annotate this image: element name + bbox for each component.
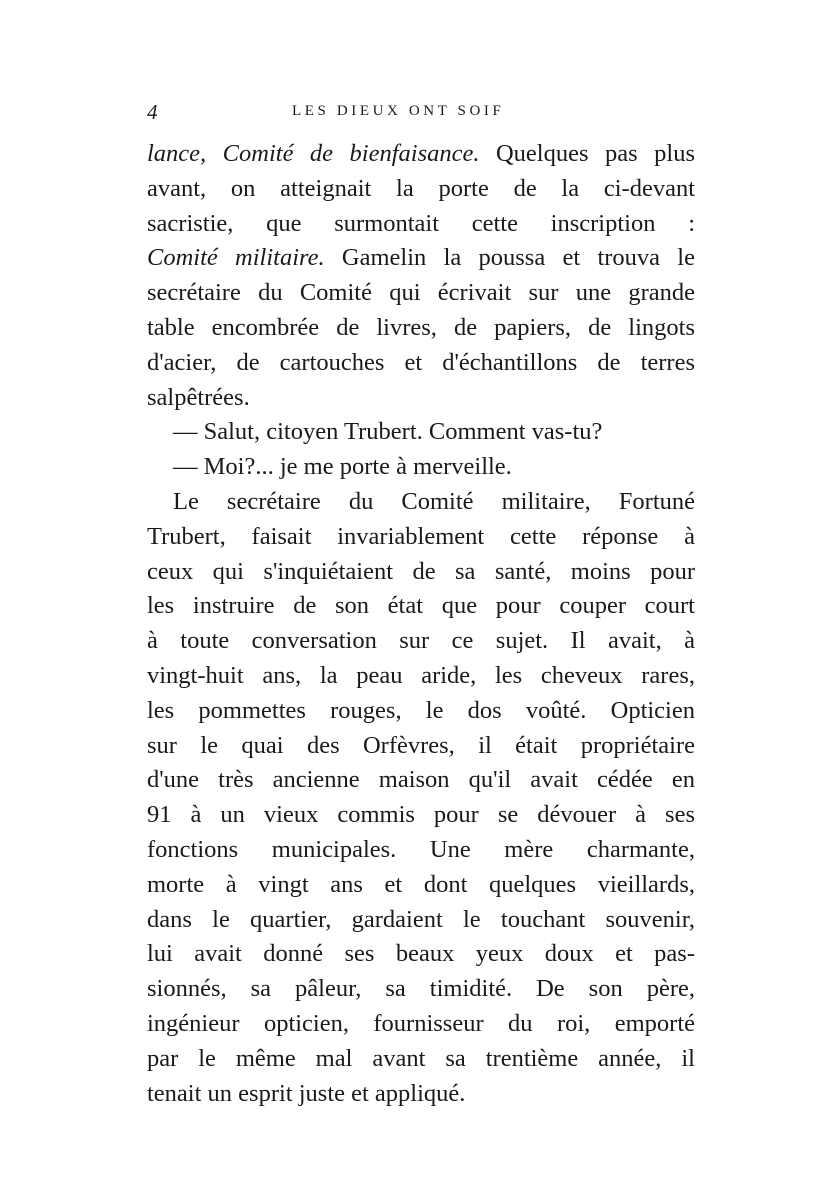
text-line (147, 972, 695, 1007)
text-line (147, 207, 695, 242)
text-segment: Trubert, faisait invariablement cette réponse à (147, 522, 695, 550)
text-line (147, 346, 695, 381)
text-segment: table encombrée de livres, de papiers, de lingots (147, 313, 695, 341)
text-segment: salpêtrées. (147, 383, 250, 411)
text-line (147, 729, 695, 764)
text-line (147, 833, 695, 868)
text-line (147, 1077, 695, 1112)
dialogue-line (147, 415, 695, 450)
body-text (147, 137, 695, 1111)
italic-phrase: Comité militaire. (147, 244, 325, 272)
text-segment: dans le quartier, gardaient le touchant souvenir, (147, 905, 695, 933)
text-line (147, 311, 695, 346)
text-line (147, 1042, 695, 1077)
text-line (147, 172, 695, 207)
text-segment: par le même mal avant sa trentième année, il (147, 1044, 695, 1072)
text-segment: d'acier, de cartouches et d'échantillons de terres (147, 348, 695, 376)
text-line (147, 241, 695, 276)
text-line (147, 694, 695, 729)
text-segment: secrétaire du Comité qui écrivait sur une grande (147, 279, 695, 307)
text-segment: les pommettes rouges, le dos voûté. Opticien (147, 696, 695, 724)
text-line (147, 937, 695, 972)
text-line (147, 520, 695, 555)
paragraph-start-line (147, 485, 695, 520)
text-segment: — Moi?... je me porte à merveille. (173, 453, 512, 481)
text-line (147, 1007, 695, 1042)
text-line (147, 903, 695, 938)
text-segment: morte à vingt ans et dont quelques vieillards, (147, 870, 695, 898)
text-segment: fonctions municipales. Une mère charmante, (147, 835, 695, 863)
text-segment: 91 à un vieux commis pour se dévouer à ses (147, 801, 695, 829)
page-header (147, 100, 695, 130)
text-segment: lui avait donné ses beaux yeux doux et pas- (147, 940, 695, 968)
text-line (147, 589, 695, 624)
text-line (147, 555, 695, 590)
text-segment: à toute conversation sur ce sujet. Il avait, à (147, 627, 695, 655)
text-line (147, 659, 695, 694)
text-line (147, 624, 695, 659)
text-segment: — Salut, citoyen Trubert. Comment vas-tu? (173, 418, 603, 446)
text-line (147, 798, 695, 833)
text-segment: Le secrétaire du Comité militaire, Fortuné (173, 487, 695, 515)
text-line (147, 868, 695, 903)
text-segment: tenait un esprit juste et appliqué. (147, 1079, 466, 1107)
dialogue-line (147, 450, 695, 485)
text-segment: vingt-huit ans, la peau aride, les cheveux rares, (147, 661, 695, 689)
text-segment: sur le quai des Orfèvres, il était propriétaire (147, 731, 695, 759)
italic-phrase: lance, Comité de bienfaisance. (147, 140, 480, 167)
text-segment: sacristie, que surmontait cette inscription : (147, 209, 695, 237)
text-segment: sionnés, sa pâleur, sa timidité. De son père, (147, 975, 695, 1003)
text-line (147, 381, 695, 416)
text-segment: Quelques pas plus (479, 140, 695, 167)
text-segment: ceux qui s'inquiétaient de sa santé, moins pour (147, 557, 695, 585)
text-line (147, 137, 695, 172)
text-segment: ingénieur opticien, fournisseur du roi, emporté (147, 1009, 695, 1037)
text-segment: les instruire de son état que pour couper court (147, 592, 695, 620)
running-title: LES DIEUX ONT SOIF (292, 103, 505, 119)
text-line (147, 276, 695, 311)
text-segment: Gamelin la poussa et trouva le (324, 244, 695, 272)
text-line (147, 763, 695, 798)
text-segment: d'une très ancienne maison qu'il avait cédée en (147, 766, 695, 794)
text-segment: avant, on atteignait la porte de la ci-devant (147, 174, 695, 202)
page-number: 4 (147, 100, 158, 124)
